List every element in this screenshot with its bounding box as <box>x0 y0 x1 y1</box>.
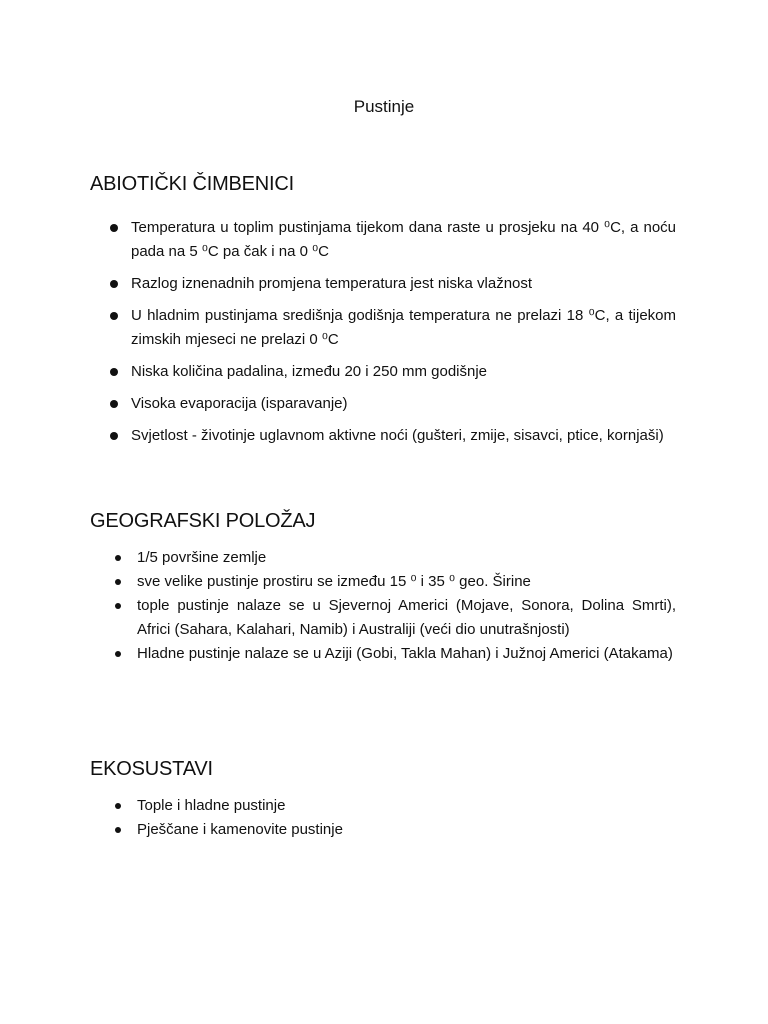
bullet-icon <box>115 555 121 561</box>
list-item: Tople i hladne pustinje <box>0 794 676 818</box>
bullet-icon <box>115 579 121 585</box>
bullet-icon <box>110 400 118 408</box>
bullet-icon <box>115 603 121 609</box>
list-item: Svjetlost - životinje uglavnom aktivne noći (gušteri, zmije, sisavci, ptice, kornjaši) <box>0 424 676 448</box>
section-heading-abiotic: ABIOTIČKI ČIMBENICI <box>90 173 295 195</box>
bullet-icon <box>110 368 118 376</box>
bullet-icon <box>115 803 121 809</box>
list-item: Hladne pustinje nalaze se u Aziji (Gobi, Takla Mahan) i Južnoj Americi (Atakama) <box>0 642 676 666</box>
bullet-icon <box>110 224 118 232</box>
list-item: Pješčane i kamenovite pustinje <box>0 818 676 842</box>
section-heading-ecosystems: EKOSUSTAVI <box>90 758 213 780</box>
list-item: Niska količina padalina, između 20 i 250 mm godišnje <box>0 360 676 384</box>
list-item: Temperatura u toplim pustinjama tijekom dana raste u prosjeku na 40 ⁰C, a noću pada na 5 ⁰C pa čak i na 0 ⁰C <box>0 216 676 264</box>
bullet-icon <box>115 827 121 833</box>
bullet-icon <box>110 280 118 288</box>
page-title: Pustinje <box>353 97 415 116</box>
list-item: sve velike pustinje prostiru se između 15 ⁰ i 35 ⁰ geo. Širine <box>0 570 676 594</box>
list-item: 1/5 površine zemlje <box>0 546 676 570</box>
list-item: U hladnim pustinjama središnja godišnja temperatura ne prelazi 18 ⁰C, a tijekom zimskih mjeseci ne prelazi 0 ⁰C <box>0 304 676 352</box>
list-item: Razlog iznenadnih promjena temperatura jest niska vlažnost <box>0 272 676 296</box>
bullet-icon <box>115 651 121 657</box>
ecosystems-list <box>0 794 768 842</box>
abiotic-list <box>0 216 768 448</box>
list-item: tople pustinje nalaze se u Sjevernoj Americi (Mojave, Sonora, Dolina Smrti), Africi (Sahara, Kalahari, Namib) i Australiji (veći dio unutrašnjosti) <box>0 594 676 642</box>
geography-list <box>0 546 768 666</box>
bullet-icon <box>110 312 118 320</box>
list-item: Visoka evaporacija (isparavanje) <box>0 392 676 416</box>
section-heading-geography: GEOGRAFSKI POLOŽAJ <box>90 510 316 532</box>
bullet-icon <box>110 432 118 440</box>
